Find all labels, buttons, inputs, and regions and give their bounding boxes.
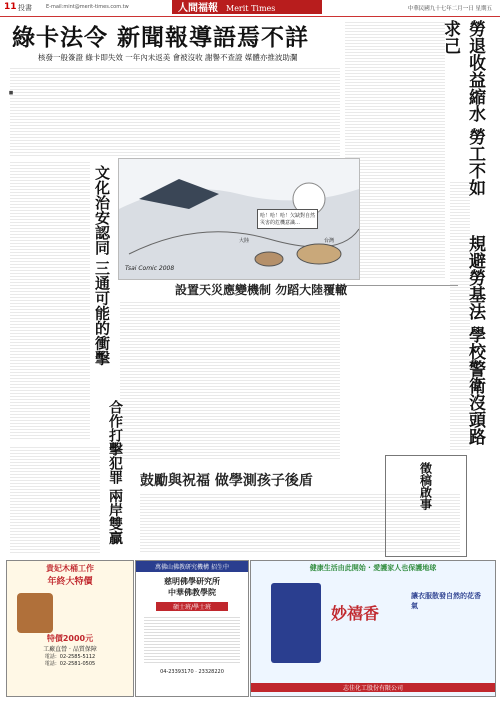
side-headline-2: 規避勞基法 學校警衛沒頭路: [465, 235, 485, 445]
ad1-company: 工廠直營: [43, 646, 68, 653]
page-number: 11: [4, 2, 17, 12]
ad1-price: 特價2000元: [46, 634, 94, 643]
ad3-tagline: 健康生活由此開始 · 愛護家人也保護地球: [309, 564, 437, 572]
rule: [343, 285, 458, 286]
crime-headline: 合作打擊犯罪 兩岸雙贏: [107, 400, 123, 545]
crime-article-body: [10, 445, 100, 555]
submission-notice: [385, 455, 467, 557]
editorial-cartoon: [118, 158, 360, 280]
side-headline-1: 勞退收益縮水 勞工不如求己: [440, 20, 485, 196]
ad2-phone: 04-23393170 · 23328220: [160, 669, 224, 675]
page-header: [0, 0, 500, 17]
cartoon-illustration: [119, 159, 359, 279]
masthead: 人間福報 Merit Times: [172, 0, 322, 14]
main-article-body: [10, 66, 340, 156]
barrel-image: [17, 593, 53, 633]
bottom-article-headline: 鼓勵與祝福 做學測孩子後盾: [140, 473, 313, 489]
culture-headline: 文化治安認同 三通可能的衝擊: [93, 165, 111, 366]
ad1-slogan: 品質保障: [72, 646, 97, 653]
notice-title: 徵稿啟事: [418, 462, 433, 510]
ad3-product: 妙禧香: [331, 604, 380, 623]
ad2-subtitle: 中華佛教學院: [168, 588, 216, 597]
ad3-slogan: 讓衣服散發自然的花香氣: [411, 592, 481, 610]
side-body-top: [345, 20, 445, 280]
byline: ◼: [8, 90, 14, 96]
product-box: [271, 583, 321, 663]
issue-date: 中華民國九十七年二月一日 星期五: [407, 6, 492, 12]
email-address[interactable]: E-mail:mint@merit-times.com.tw: [46, 4, 129, 10]
culture-article-body: [10, 160, 90, 440]
cartoon-signature: Tsai Comic 2008: [125, 265, 175, 272]
ad2-badge: 碩士班/學士班: [156, 602, 228, 611]
ad-laundry[interactable]: [250, 560, 496, 697]
main-subheadline: 核發一般簽證 綠卡即失效 一年內未返美 會被沒收 謝譽不查證 媒體亦推波助瀾: [38, 53, 298, 62]
cartoon-label-mainland: 大陸: [239, 238, 250, 244]
ad-barrel[interactable]: 貴妃木桶工作 年終大特價 特價2000元 工廠直營 · 品質保障 電話：02-2585-5112 電話：02-2581-0505: [6, 560, 134, 697]
ad3-company: 志佳化工股份有限公司: [251, 683, 495, 692]
ad2-body: [144, 615, 240, 665]
disaster-article-body: [120, 300, 340, 460]
cartoon-speech: 哈！哈！哈！欠缺對自然災害的危機意識…: [257, 209, 318, 229]
ad1-phone2: 電話：02-2581-0505: [44, 661, 96, 667]
ad1-phone1: 電話：02-2585-5112: [44, 654, 96, 660]
section-label: 投書: [18, 4, 32, 12]
ad1-title: 貴妃木桶工作: [46, 564, 94, 573]
ad2-banner: 萬佛山佛教研究機構 招生中: [136, 561, 248, 572]
ad2-title: 慈明佛學研究所: [164, 577, 220, 586]
cartoon-label-taiwan: 台灣: [324, 238, 335, 244]
main-headline: 綠卡法令 新聞報導語焉不詳: [12, 24, 310, 51]
cartoon-headline: 設置天災應變機制 勿蹈大陸覆轍: [175, 283, 348, 297]
ad-buddhist-college[interactable]: [135, 560, 249, 697]
ad1-subtitle: 年終大特價: [47, 577, 93, 587]
